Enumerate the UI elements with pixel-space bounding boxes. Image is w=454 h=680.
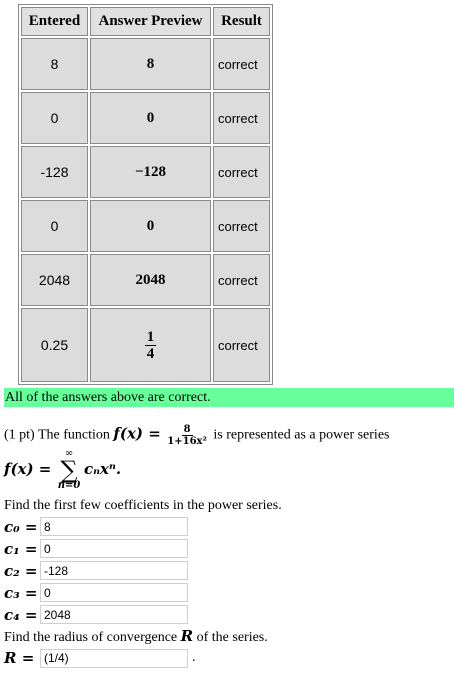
radius-input[interactable] (40, 649, 188, 668)
result-cell: correct (213, 146, 270, 198)
fraction-denominator: 4 (146, 345, 155, 362)
radius-prompt-suffix: of the series. (196, 630, 268, 645)
entered-cell: -128 (21, 146, 88, 198)
result-row (21, 200, 270, 252)
problem-statement (4, 424, 454, 447)
coefficient-label: c₄ = (4, 605, 38, 624)
coefficient-label: c₂ = (4, 561, 38, 580)
result-row (21, 146, 270, 198)
radius-prompt (4, 627, 268, 647)
function-fraction-numerator: 8 (183, 424, 191, 435)
radius-prompt-text: Find the radius of convergence (4, 630, 178, 645)
problem-points-text: (1 pt) The function (4, 427, 110, 443)
entered-cell: 0.25 (21, 308, 88, 382)
coefficient-input-c1[interactable] (40, 539, 188, 558)
coefficient-input-c0[interactable] (40, 517, 188, 536)
represented-text: is represented as a power series (213, 427, 390, 443)
result-cell: correct (213, 92, 270, 144)
preview-cell (90, 308, 211, 382)
result-cell: correct (213, 200, 270, 252)
preview-cell: 0 (90, 200, 211, 252)
result-row (21, 308, 270, 382)
header-answer-preview: Answer Preview (90, 7, 211, 36)
coefficient-row-c4 (4, 604, 188, 625)
sigma-symbol: ∑ (60, 456, 78, 484)
fraction-preview (145, 329, 157, 362)
preview-cell: −128 (90, 146, 211, 198)
coefficient-input-c2[interactable] (40, 561, 188, 580)
radius-row (4, 647, 196, 669)
fraction-numerator: 1 (146, 328, 155, 345)
coefficient-label: c₃ = (4, 583, 38, 602)
preview-cell: 8 (90, 38, 211, 90)
coefficient-label: c₀ = (4, 517, 38, 536)
result-cell: correct (213, 38, 270, 90)
entered-cell: 0 (21, 200, 88, 252)
entered-cell: 8 (21, 38, 88, 90)
result-cell: correct (213, 308, 270, 382)
preview-cell: 2048 (90, 254, 211, 306)
header-result: Result (213, 7, 270, 36)
coefficient-row-c1 (4, 538, 188, 559)
function-fraction-denominator: 1+16x² (167, 436, 207, 447)
header-entered: Entered (21, 7, 88, 36)
radius-variable: R (180, 627, 194, 645)
function-fraction (167, 424, 207, 447)
coefficients-prompt: Find the first few coefficients in the power series. (4, 498, 282, 513)
coefficient-row-c2 (4, 560, 188, 581)
results-header-row (21, 7, 270, 36)
result-row (21, 92, 270, 144)
entered-cell: 2048 (21, 254, 88, 306)
results-table (18, 4, 273, 385)
coefficient-row-c0 (4, 516, 188, 537)
sigma-lower-limit: n=0 (57, 480, 81, 491)
radius-label: R = (4, 649, 35, 667)
coefficient-row-c3 (4, 582, 188, 603)
sigma-upper-limit: ∞ (64, 448, 74, 459)
result-row (21, 38, 270, 90)
result-cell: correct (213, 254, 270, 306)
radius-trailing-period: . (192, 650, 196, 665)
function-lhs: f(x) = (113, 424, 161, 443)
coefficient-input-c3[interactable] (40, 583, 188, 602)
preview-cell: 0 (90, 92, 211, 144)
result-row (21, 254, 270, 306)
sigma-icon (57, 449, 81, 491)
coefficient-input-c4[interactable] (40, 605, 188, 624)
coefficient-label: c₁ = (4, 539, 38, 558)
series-term: cₙxⁿ. (84, 460, 122, 478)
series-lhs: f(x) = (4, 460, 52, 478)
all-correct-banner: All of the answers above are correct. (4, 388, 454, 407)
entered-cell: 0 (21, 92, 88, 144)
